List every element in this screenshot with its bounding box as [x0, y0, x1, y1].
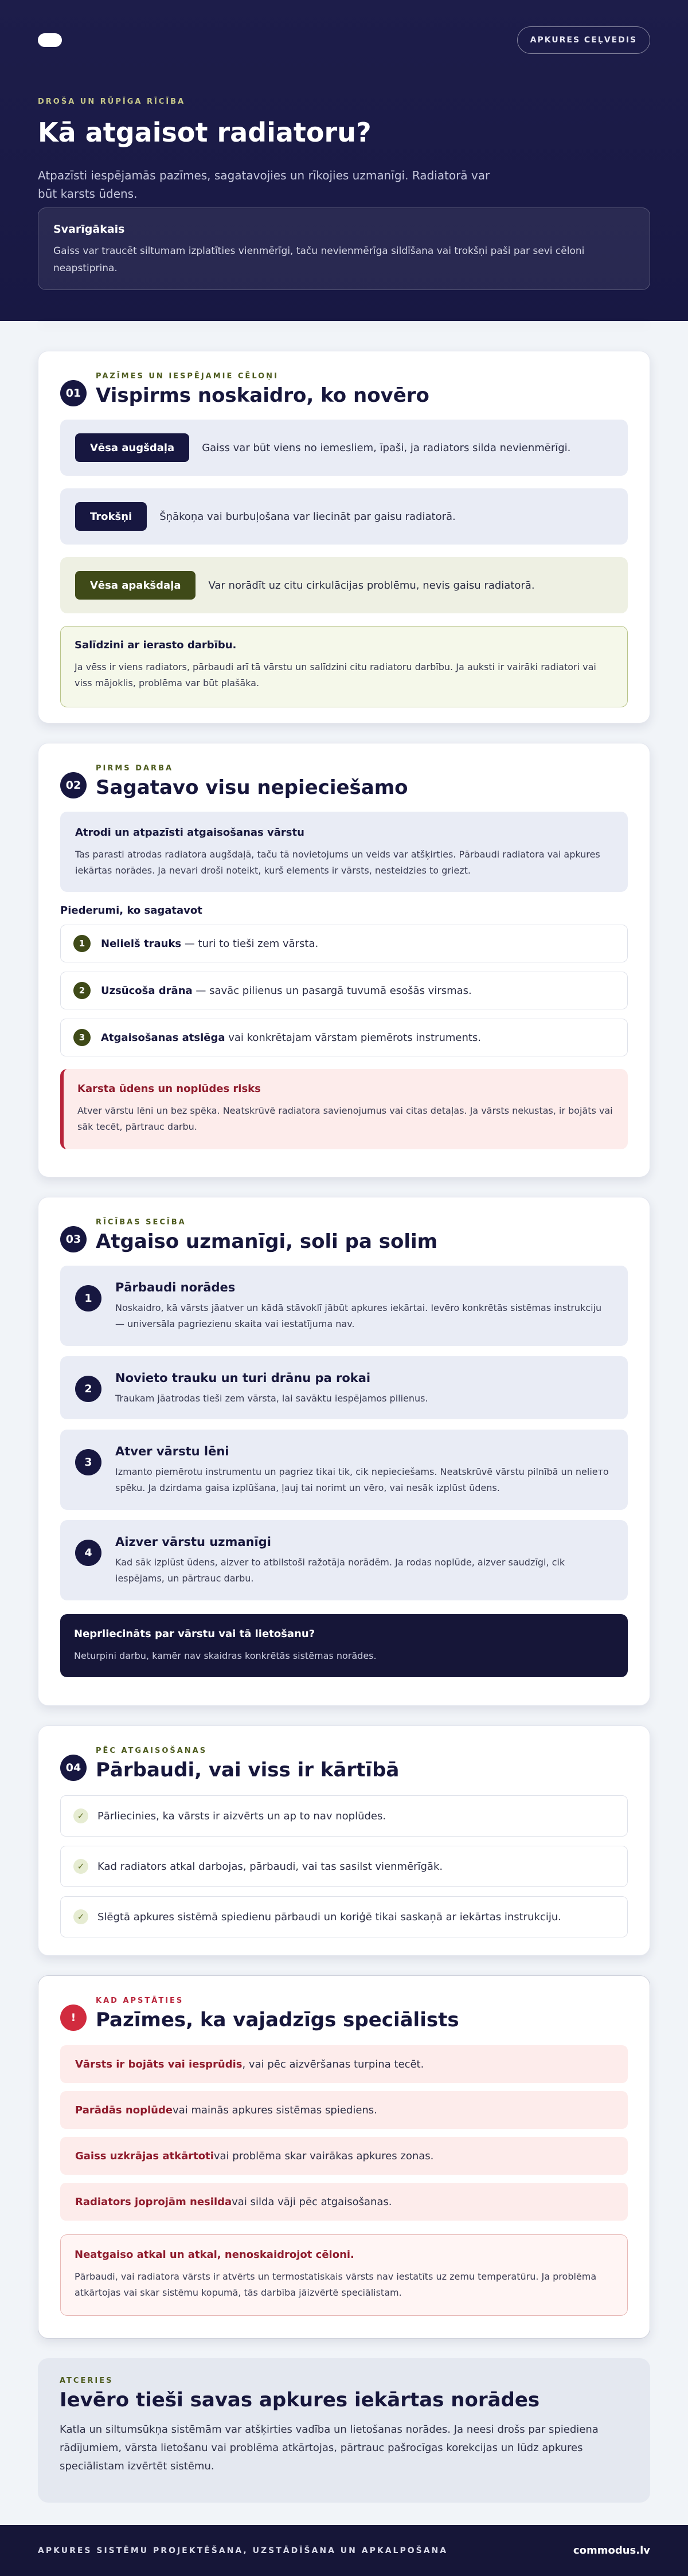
sign-text: Šņākoņa vai burbuļošana var liecināt par gaisu radiatorā.: [159, 510, 456, 523]
repeat-note-title: Neatgaiso atkal un atkal, nenoskaidrojot cēloni.: [75, 2249, 354, 2261]
section-after-check: [38, 1725, 650, 1956]
section-eyebrow: ATCERIES: [60, 2377, 114, 2385]
tool-text: [101, 938, 318, 950]
repeat-note-text: Pārbaudi, vai radiatora vārsts ir atvērts un termostatiskais vārsts nav iestatīts uz zemu temperatūru. Ja problēma atkārtojas vai skar sistēmu kopumā, tās darbība jāizvērtē speciālistam.: [75, 2271, 597, 2298]
step-text: Noskaidro, kā vārsts jāatver un kādā stāvoklī jābūt apkures iekārtai. Ievēro konkrētās sistēmas instrukciju — universāla pagriezienu skaita vai iestatījuma nav.: [115, 1302, 602, 1329]
check-text: Pārliecinies, ka vārsts ir aizvērts un ap to nav noplūdes.: [97, 1810, 386, 1822]
leak-warning: [60, 1069, 628, 1149]
checkmark-icon: ✓: [73, 1808, 88, 1823]
brand-logo[interactable]: [38, 33, 62, 47]
step-title: Pārbaudi norādes: [115, 1281, 236, 1294]
step-card: [60, 1430, 628, 1510]
sign-row: [60, 488, 628, 545]
check-item: [60, 1795, 628, 1837]
hero-callout-title: Svarīgākais: [53, 223, 125, 236]
stop-sign-desc: vai mainās apkures sistēmas spiediens.: [173, 2104, 377, 2116]
valve-info: [60, 812, 628, 892]
sign-row: [60, 420, 628, 476]
step-card: [60, 1266, 628, 1346]
uncertain-callout-title: Neprliecināts par vārstu vai tā lietošanu?: [74, 1628, 315, 1640]
section-eyebrow: PĒC ATGAISOŠANAS: [96, 1747, 208, 1755]
step-number: 1: [75, 1285, 101, 1312]
valve-info-text: Tas parasti atrodas radiatora augšdaļā, taču tā novietojums un veids var atšķirties. Pārbaudi radiatora vai apkures iekārtas norādes. Ja nevari droši noteikt, kurš elements ir vārsts, nesteidzies to griezt.: [75, 849, 600, 876]
sign-text: Gaiss var būt viens no iemesliem, īpaši, ja radiators silda nevienmērīgi.: [202, 441, 571, 454]
stop-sign-label: Gaiss uzkrājas atkārtoti: [75, 2150, 214, 2162]
hero-topbar: [38, 0, 650, 54]
section-steps: [38, 1197, 650, 1706]
tool-item: [60, 972, 628, 1009]
tool-desc: vai konkrētajam vārstam piemērots instruments.: [225, 1031, 482, 1044]
section-title: Sagatavo visu nepieciešamo: [96, 776, 408, 799]
section-title: Vispirms noskaidro, ko novēro: [96, 384, 429, 407]
section-number-badge: 02: [60, 772, 87, 798]
guide-button[interactable]: APKURES CEĻVEDIS: [517, 26, 650, 54]
section-header: [60, 743, 628, 799]
section-title: Pazīmes, ka vajadzīgs speciālists: [96, 2009, 459, 2031]
step-number: 3: [75, 1449, 101, 1475]
hero-subtitle: Atpazīsti iespējamās pazīmes, sagatavojies un rīkojies uzmanīgi. Radiatorā var būt karsts ūdens.: [38, 168, 490, 201]
uncertain-callout: [60, 1614, 628, 1677]
check-item: [60, 1896, 628, 1937]
step-text: Izmanto piemērotu instrumentu un pagriez tikai tik, cik nepieciešams. Neatskrūvē vārstu pilnībā un neliето spēku. Ja dzirdama gaisa izplūšana, ļauj tai norimt un vēro, vai nesāk izplūst ūdens.: [115, 1466, 609, 1493]
sign-text: Var norādīt uz citu cirkulācijas problēmu, nevis gaisu radiatorā.: [208, 579, 535, 592]
section-steps: [38, 321, 650, 322]
tool-number: 1: [73, 935, 91, 952]
tool-item: [60, 925, 628, 962]
section-header: [60, 351, 628, 407]
check-text: Kad radiators atkal darbojas, pārbaudi, vai tas sasilst vienmērīgāk.: [97, 1860, 443, 1873]
leak-warning-title: Karsta ūdens un noplūdes risks: [77, 1083, 261, 1095]
tool-text: [101, 985, 472, 997]
tool-number: 3: [73, 1029, 91, 1046]
section-signs: [38, 351, 650, 723]
check-item: [60, 1846, 628, 1887]
check-text: Slēgtā apkures sistēmā spiedienu pārbaudi un koriģē tikai saskaņā ar iekārtas instrukciju.: [97, 1911, 561, 1923]
step-number: 2: [75, 1376, 101, 1402]
valve-info-title: Atrodi un atpazīsti atgaisošanas vārstu: [75, 827, 304, 839]
tool-number: 2: [73, 982, 91, 999]
sign-pill: Trokšņi: [75, 502, 147, 531]
stop-sign-item: [60, 2137, 628, 2175]
stop-sign-item: [60, 2045, 628, 2083]
step-number: 4: [75, 1540, 101, 1566]
sign-row: [60, 557, 628, 613]
section-eyebrow: PIRMS DARBA: [96, 764, 174, 773]
tool-desc: — savāc pilienus un pasargā tuvumā esošās virsmas.: [192, 984, 472, 997]
section-header: [60, 1726, 628, 1782]
section-preparation: [38, 743, 650, 1177]
stop-sign-item: [60, 2183, 628, 2221]
tool-item: [60, 1019, 628, 1056]
compare-note-text: Ja vēss ir viens radiators, pārbaudi arī tā vārstu un salīdzini citu radiatoru darbību. Ja auksti ir vairāki radiatori vai viss mājoklis, problēma var būt plašāka.: [75, 661, 596, 688]
step-title: Aizver vārstu uzmanīgi: [115, 1535, 271, 1549]
tool-name: Atgaisošanas atslēga: [101, 1031, 225, 1044]
section-title: Ievēro tieši savas apkures iekārtas norādes: [60, 2389, 540, 2411]
tool-name: Uzsūcoša drāna: [101, 984, 193, 997]
stop-sign-desc: , vai pēc aizvēršanas turpina tecēt.: [242, 2058, 424, 2070]
uncertain-callout-text: Neturpini darbu, kamēr nav skaidras konkrētās sistēmas norādes.: [74, 1650, 377, 1661]
stop-sign-label: Parādās noplūde: [75, 2104, 173, 2116]
hero-callout: [38, 208, 650, 290]
section-eyebrow: PAZĪMES UN IESPĒJAMIE CĒLOŅI: [96, 372, 279, 381]
stop-sign-label: Radiators joprojām nesilda: [75, 2195, 232, 2208]
section-number-badge: 03: [60, 1226, 87, 1252]
hero-callout-text: Gaiss var traucēt siltumam izplatīties vienmērīgi, taču nevienmērīga sildīšana vai trokšņi paši par sevi cēloni neapstiprina.: [53, 245, 585, 274]
stop-sign-desc: vai silda vāji pēc atgaisošanas.: [232, 2195, 392, 2208]
step-text: Kad sāk izplūst ūdens, aizver to atbilstoši ražotāja norādēm. Ja rodas noplūde, aizver saudzīgi, cik iespējams, un pārtrauc darbu.: [115, 1557, 565, 1584]
leak-warning-text: Atver vārstu lēni un bez spēka. Neatskrūvē radiatora savienojumus vai citas detaļas. Ja vārsts nekustas, ir bojāts vai sāk tecēt, pārtrauc darbu.: [77, 1105, 613, 1132]
checkmark-icon: ✓: [73, 1909, 88, 1924]
tool-name: Nelielš trauks: [101, 937, 182, 950]
stop-sign-item: [60, 2091, 628, 2129]
section-title: Pārbaudi, vai viss ir kārtībā: [96, 1759, 400, 1782]
stop-sign-desc: vai problēma skar vairākas apkures zonas.: [213, 2150, 434, 2162]
footer: [0, 2525, 688, 2576]
hero: [0, 0, 688, 321]
tools-heading: Piederumi, ko sagatavot: [60, 905, 202, 917]
tool-text: [101, 1032, 481, 1044]
section-stop-signs: [38, 1975, 650, 2339]
hero-eyebrow: DROŠA UN RŪPĪGA RĪCĪBA: [38, 97, 186, 106]
section-header: [60, 1976, 628, 2031]
checkmark-icon: ✓: [73, 1859, 88, 1874]
section-number-badge: 01: [60, 380, 87, 406]
step-card: [60, 1520, 628, 1600]
section-number-badge: 04: [60, 1755, 87, 1781]
section-remember: [38, 2358, 650, 2503]
sign-pill: Vēsa augšdaļa: [75, 433, 189, 462]
step-text: Traukam jāatrodas tieši zem vārsta, lai savāktu iespējamos pilienus.: [115, 1393, 428, 1404]
footer-site-link[interactable]: commodus.lv: [573, 2544, 650, 2557]
repeat-note: [60, 2234, 628, 2316]
compare-note-title: Salīdzini ar ierasto darbību.: [75, 639, 237, 651]
footer-tagline: APKURES SISTĒMU PROJEKTĒŠANA, UZSTĀDĪŠANA UN APKALPOŠANA: [38, 2546, 448, 2555]
compare-note: [60, 626, 628, 707]
stop-sign-label: Vārsts ir bojāts vai iesprūdis: [75, 2058, 243, 2070]
remember-text: Katla un siltumsūkņa sistēmām var atšķirties vadība un lietošanas norādes. Ja neesi drošs par spiediena rādījumiem, vārsta lietošanu vai problēma atkārtojas, pārtrauc pašrocīgas korekcijas un lūdz apkures speciālistam izvērtēt sistēmu.: [60, 2424, 599, 2472]
sign-pill: Vēsa apakšdaļa: [75, 571, 196, 600]
tool-desc: — turi to tieši zem vārsta.: [181, 937, 319, 950]
step-title: Atver vārstu lēni: [115, 1444, 229, 1458]
section-title: Atgaiso uzmanīgi, soli pa solim: [96, 1230, 438, 1253]
warning-badge: !: [60, 2005, 87, 2031]
section-eyebrow: KAD APSTĀTIES: [96, 1996, 184, 2005]
section-eyebrow: RĪCĪBAS SECĪBA: [96, 1218, 186, 1227]
page-title: Kā atgaisot radiatoru?: [38, 117, 372, 148]
section-header: [60, 1197, 628, 1253]
step-title: Novieto trauku un turi drānu pa rokai: [115, 1371, 371, 1385]
step-card: [60, 1356, 628, 1419]
